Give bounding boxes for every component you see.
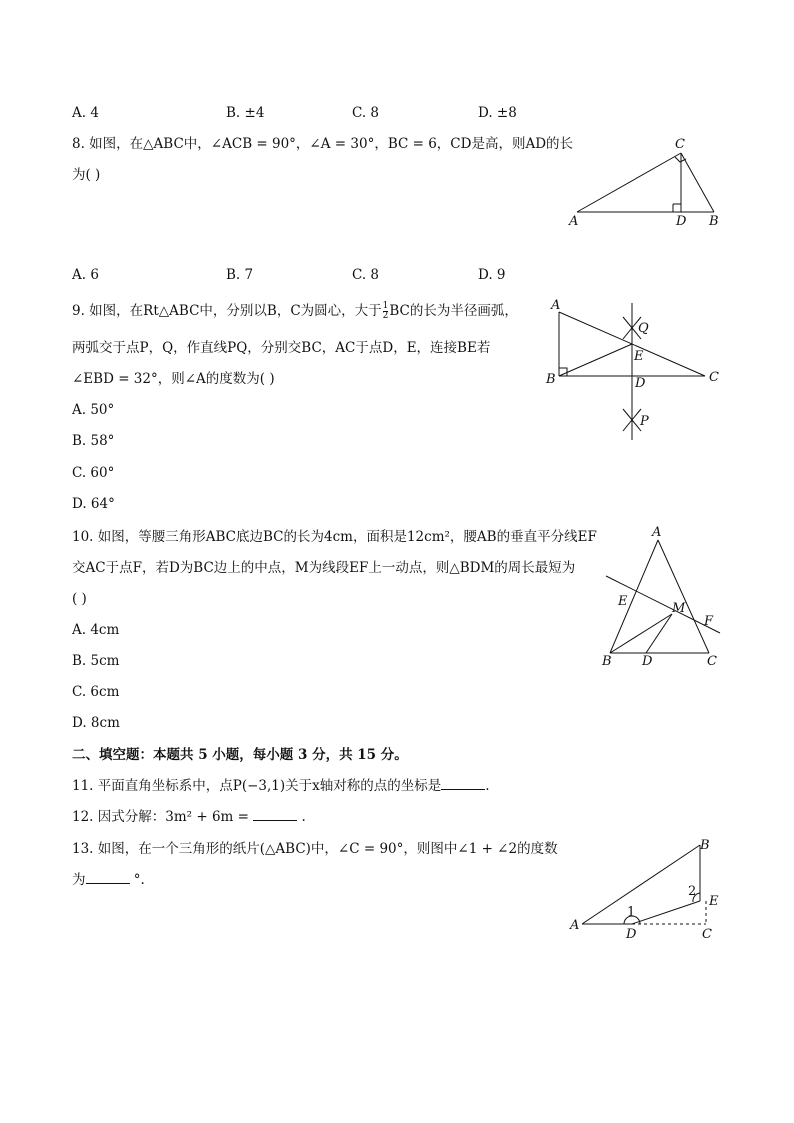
q9-option-b: B. 58° <box>72 433 115 449</box>
q8-label-b: B <box>709 214 719 229</box>
q9-stem-line1-a: 9. 如图，在Rt△ABC中，分别以B，C为圆心，大于 <box>72 303 382 319</box>
q10-stem-line3: ( ) <box>72 591 87 607</box>
q13-figure <box>566 835 731 949</box>
q7-option-d: D. ±8 <box>478 105 517 121</box>
q9-label-d: D <box>635 376 646 391</box>
q10-label-e: E <box>618 594 628 609</box>
q9-option-c: C. 60° <box>72 465 115 481</box>
q9-option-a: A. 50° <box>72 402 115 418</box>
q10-option-d: D. 8cm <box>72 715 120 731</box>
q13-label-d: D <box>626 927 637 942</box>
q9-fraction <box>383 302 389 321</box>
q9-frac-den: 2 <box>382 311 389 321</box>
q9-stem-line2: 两弧交于点P，Q，作直线PQ，分别交BC，AC于点D，E，连接BE若 <box>72 340 491 356</box>
q10-option-c: C. 6cm <box>72 684 120 700</box>
q9-label-b: B <box>546 372 556 387</box>
q7-option-c: C. 8 <box>352 105 380 121</box>
q9-segment-be <box>559 344 632 376</box>
q7-option-b: B. ±4 <box>226 105 265 121</box>
q13-text-b: °. <box>133 872 145 888</box>
q10-stem-line2: 交AC于点F，若D为BC边上的中点，M为线段EF上一动点，则△BDM的周长最短为 <box>72 560 576 576</box>
q8-label-c: C <box>675 137 685 152</box>
q9-label-a: A <box>551 298 561 313</box>
q9-frac-num: 1 <box>382 301 389 311</box>
q13-text-a: 为 <box>72 872 86 888</box>
q10-segment-dm <box>646 614 672 653</box>
q9-label-q: Q <box>638 321 649 336</box>
q13-label-c: C <box>702 927 712 942</box>
q9-stem-line1 <box>72 302 518 321</box>
q13-label-2: 2 <box>688 884 697 899</box>
q8-edge-ac <box>577 153 681 212</box>
q9-label-p: P <box>640 414 649 429</box>
q10-label-d: D <box>642 654 653 669</box>
q10-label-m: M <box>672 601 686 616</box>
q9-label-e: E <box>634 349 644 364</box>
q8-option-a: A. 6 <box>72 267 99 283</box>
q12-text: 12. 因式分解：3m² + 6m = <box>72 809 249 825</box>
q7-option-a: A. 4 <box>72 105 99 121</box>
q8-option-c: C. 8 <box>352 267 380 283</box>
q8-stem-line1: 8. 如图，在△ABC中，∠ACB = 90°，∠A = 30°，BC = 6，CD是高，则AD的长 <box>72 136 574 152</box>
q9-stem-line3: ∠EBD = 32°，则∠A的度数为( ) <box>72 371 275 387</box>
q11-stem <box>72 777 490 795</box>
q8-option-d: D. 9 <box>478 267 506 283</box>
q8-option-b: B. 7 <box>226 267 254 283</box>
q13-label-a: A <box>570 918 580 933</box>
q12-answer-blank[interactable] <box>253 808 297 821</box>
q12-end: . <box>301 809 306 825</box>
q8-label-a: A <box>569 214 579 229</box>
q9-figure <box>545 295 730 449</box>
q10-segment-bm <box>610 614 672 653</box>
q10-stem-line1: 10. 如图，等腰三角形ABC底边BC的长为4cm，面积是12cm²，腰AB的垂直平分线EF <box>72 529 597 545</box>
q9-label-c: C <box>709 370 719 385</box>
q13-answer-blank[interactable] <box>86 871 130 884</box>
q13-label-1: 1 <box>627 905 636 920</box>
q8-edge-bc <box>681 153 714 212</box>
q11-answer-blank[interactable] <box>441 777 485 790</box>
q13-stem-line2 <box>72 871 145 889</box>
q9-option-d: D. 64° <box>72 496 115 512</box>
q13-fold-de <box>632 901 700 924</box>
q12-stem <box>72 808 306 826</box>
q10-label-b: B <box>602 654 612 669</box>
q13-label-b: B <box>700 838 710 853</box>
q13-edge-ab <box>582 845 700 924</box>
q11-text: 11. 平面直角坐标系中，点P(−3,1)关于x轴对称的点的坐标是 <box>72 778 442 794</box>
q10-figure <box>598 522 728 676</box>
section-2-title: 二、填空题：本题共 5 小题，每小题 3 分，共 15 分。 <box>72 747 408 763</box>
q8-figure <box>565 135 730 234</box>
q10-option-b: B. 5cm <box>72 653 120 669</box>
q10-option-a: A. 4cm <box>72 622 120 638</box>
q9-right-angle-b <box>559 368 567 376</box>
q10-edge-ac <box>658 540 709 653</box>
q13-label-e: E <box>709 894 719 909</box>
q8-stem-line2: 为( ) <box>72 167 101 183</box>
q13-stem-line1: 13. 如图，在一个三角形的纸片(△ABC)中，∠C = 90°，则图中∠1 + ∠2的度数 <box>72 841 558 857</box>
q11-end: . <box>485 778 490 794</box>
q10-label-c: C <box>707 654 717 669</box>
q8-label-d: D <box>676 214 687 229</box>
q9-stem-line1-b: BC的长为半径画弧， <box>389 303 518 319</box>
q10-label-a: A <box>652 525 662 540</box>
q10-label-f: F <box>704 614 714 629</box>
